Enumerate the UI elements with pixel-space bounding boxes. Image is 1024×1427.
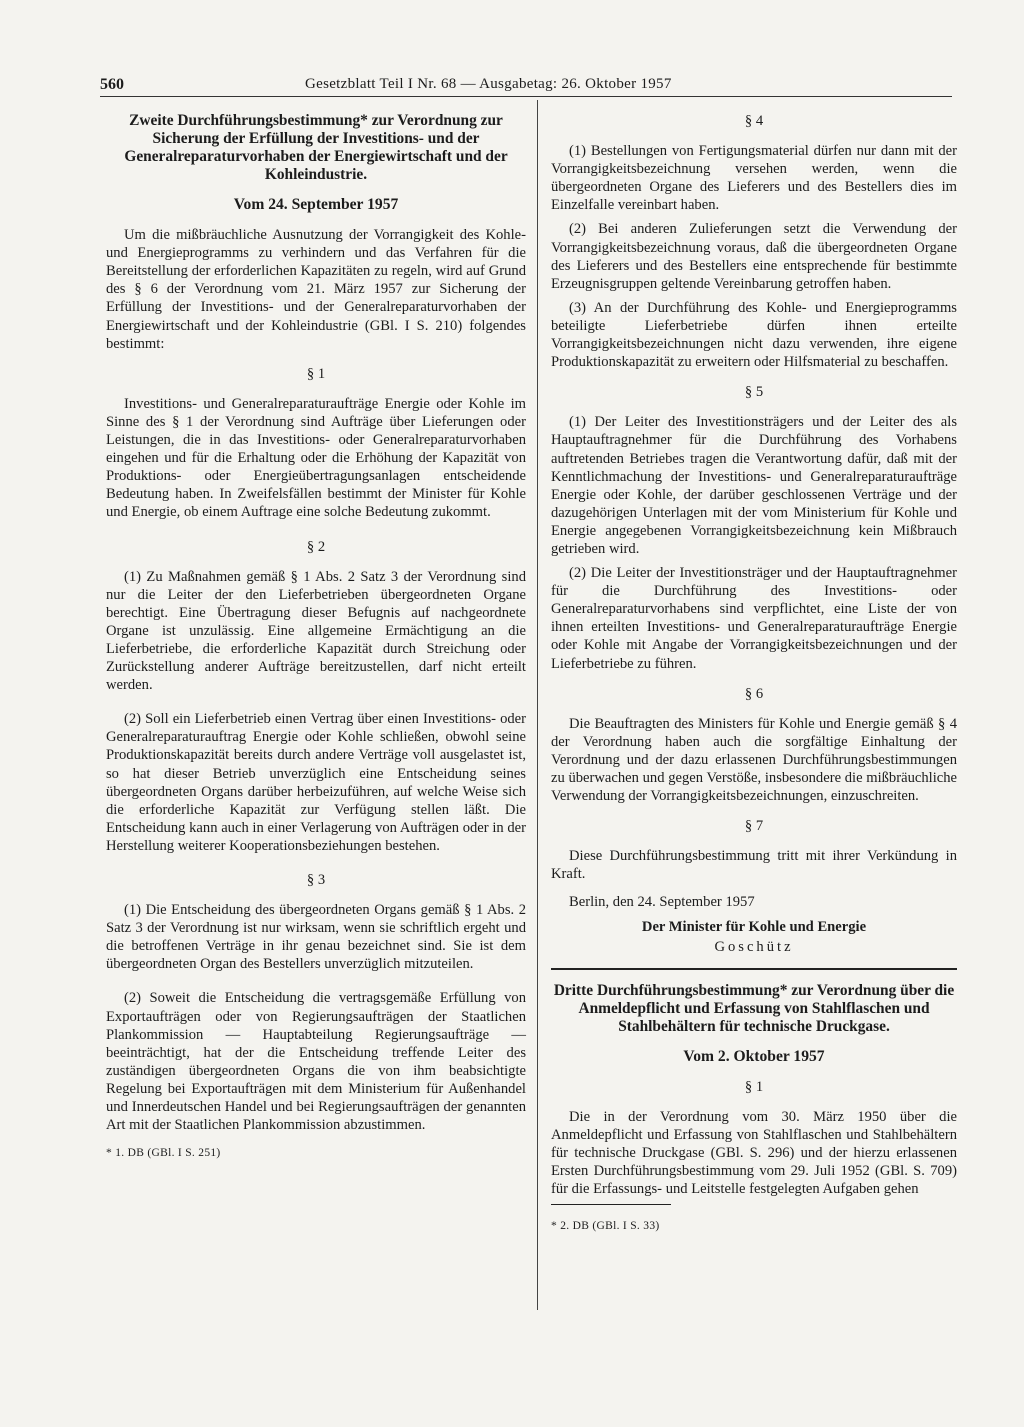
footnote-rule bbox=[551, 1204, 671, 1205]
doc2-section-1-heading: § 1 bbox=[744, 1078, 764, 1095]
section-3-paragraph-2: (2) Soweit die Entscheidung die vertragsgemäße Erfüllung von Exportaufträgen oder von Regierungsaufträgen der Staatlichen Plankommission — Hauptabteilung Regierungsaufträge — beeinträchtigt, hat der die Entscheidung treffende Leiter des zuständigen übergeordneten Organs die von ihm beabsichtigte Regelung bei Exportaufträgen mit dem Ministerium für Außenhandel und Innerdeutschen Handel und bei Regierungsaufträgen der genannten Art mit der Staatlichen Plankommission abzustimmen. bbox=[106, 990, 526, 1134]
right-column bbox=[551, 112, 957, 1236]
section-4-heading: § 4 bbox=[744, 113, 764, 129]
footnote-right: * 2. DB (GBl. I S. 33) bbox=[551, 1220, 660, 1233]
page-header bbox=[100, 76, 952, 97]
section-7-heading: § 7 bbox=[744, 818, 764, 835]
document-divider bbox=[551, 968, 957, 970]
section-2-heading: § 2 bbox=[306, 538, 326, 555]
signer-name: Goschütz bbox=[714, 938, 794, 955]
doc2-title: Dritte Durchführungsbestimmung* zur Verordnung über die Anmeldepflicht und Erfassung von Stahlflaschen und Stahlbehältern für technische Druckgase. bbox=[553, 981, 955, 1035]
place-date: Berlin, den 24. September 1957 bbox=[569, 894, 755, 911]
section-3-paragraph-1: (1) Die Entscheidung des übergeordneten Organs gemäß § 1 Abs. 2 Satz 3 der Verordnung ist nur wirksam, wenn sie schriftlich ergeht und die betroffenen Verträge in ihr genau bezeichnet sind. Sie ist dem übergeordneten Organ des Bestellers unverzüglich mitzuteilen. bbox=[106, 902, 526, 973]
doc-title: Zweite Durchführungsbestimmung* zur Verordnung zur Sicherung der Erfüllung der Investitions- und der Generalreparaturvorhaben der Energiewirtschaft und der Kohleindustrie. bbox=[124, 112, 508, 183]
section-2-paragraph-1: (1) Zu Maßnahmen gemäß § 1 Abs. 2 Satz 3 der Verordnung sind nur die Leiter der den Lieferbetrieben übergeordneten Organe berechtigt. Eine Übertragung dieser Befugnis auf nachgeordnete Organe ist unzulässig. Eine allgemeine Ermächtigung an die Lieferbetriebe, die erforderliche Kapazität durch Streichung oder Zurückstellung anderer Aufträge bereitzustellen, darf nicht erteilt werden. bbox=[106, 568, 526, 694]
footnote-left: * 1. DB (GBl. I S. 251) bbox=[106, 1147, 221, 1160]
section-5-heading: § 5 bbox=[744, 384, 764, 401]
doc2-section-1-text: Die in der Verordnung vom 30. März 1950 über die Anmeldepflicht und Erfassung von Stahlflaschen und Stahlbehältern für technische Druckgase (GBl. S. 296) und der hierzu erlassenen Ersten Durchführungsbestimmung vom 29. Juli 1952 (GBl. S. 709) für die Erfassungs- und Leitstelle festgelegten Aufgaben gehen bbox=[551, 1108, 957, 1198]
section-1-heading: § 1 bbox=[306, 365, 326, 382]
page-number: 560 bbox=[100, 76, 124, 93]
section-1-text: Investitions- und Generalreparaturaufträge Energie oder Kohle im Sinne des § 1 der Verordnung sind Aufträge über Lieferungen oder Leistungen, die in das Investitions- oder Generalreparaturvorhaben eingehen und für die Erhaltung oder die Erhöhung der Kapazität von Produktions- oder Energieübertragungsanlagen entscheidende Bedeutung haben. In Zweifelsfällen bestimmt der Minister für Kohle und Energie, ob einem Auftrage eine solche Bedeutung zukommt. bbox=[106, 395, 526, 521]
section-5-paragraph-2: (2) Die Leiter der Investitionsträger und der Hauptauftragnehmer für die Durchführung des Investitions- oder Generalreparaturvorhabens sind verpflichtet, eine Liste der von ihnen erteilten Investitions- und Generalreparaturaufträge Energie oder Kohle mit Angabe der Vorrangigkeitsbezeichnungen und der Lieferbetriebe zu führen. bbox=[551, 565, 957, 672]
header-title: Gesetzblatt Teil I Nr. 68 — Ausgabetag: 26. Oktober 1957 bbox=[305, 76, 672, 92]
doc-date: Vom 24. September 1957 bbox=[233, 196, 399, 213]
signer-title: Der Minister für Kohle und Energie bbox=[641, 918, 867, 935]
section-3-heading: § 3 bbox=[306, 872, 326, 888]
column-divider bbox=[537, 100, 538, 1310]
preamble: Um die mißbräuchliche Ausnutzung der Vorrangigkeit des Kohle- und Energieprogramms zu verhindern und das Verfahren für die Bereitstellung der erforderlichen Kapazitäten zu regeln, wird auf Grund des § 6 der Verordnung vom 21. März 1957 zur Sicherung der Erfüllung der Investitions- und der Generalreparaturvorhaben der Energiewirtschaft und der Kohleindustrie (GBl. I S. 210) folgendes bestimmt: bbox=[106, 227, 526, 352]
section-6-heading: § 6 bbox=[744, 685, 764, 702]
left-column bbox=[106, 112, 526, 1162]
section-4-paragraph-3: (3) An der Durchführung des Kohle- und Energieprogramms beteiligte Lieferbetriebe dürfen ihnen erteilte Vorrangigkeitsbezeichnungen nicht dazu verwenden, ihre eigene Produktionskapazität zu erweitern oder Hilfsmaterial zu beschaffen. bbox=[551, 299, 957, 371]
section-4-paragraph-1: (1) Bestellungen von Fertigungsmaterial dürfen nur dann mit der Vorrangigkeitsbezeichnung versehen werden, wenn die übergeordneten Organe des Lieferers und des Bestellers dies im Einzelfalle vereinbart haben. bbox=[551, 143, 957, 214]
section-5-paragraph-1: (1) Der Leiter des Investitionsträgers und der Leiter des als Hauptauftragnehmer für die Durchführung des Vorhabens auftretenden Betriebes tragen die Verantwortung dafür, daß mit der Kenntlichmachung der Investitions- und Generalreparaturaufträge Energie oder Kohle, der darüber geschlossenen Verträge und der dazugehörigen Unterlagen mit der vom Ministerium für Kohle und Energie angegebenen Vorrangigkeitsbezeichnung kein Mißbrauch getrieben wird. bbox=[551, 414, 957, 557]
section-6-text: Die Beauftragten des Ministers für Kohle und Energie gemäß § 4 der Verordnung haben auch die sorgfältige Einhaltung der Verordnung und der dazu erlassenen Durchführungsbestimmungen zu überwachen und gegen Verstöße, insbesondere die mißbräuchliche Verwendung der Vorrangigkeitsbezeichnungen, einzuschreiten. bbox=[551, 715, 957, 805]
section-4-paragraph-2: (2) Bei anderen Zulieferungen setzt die Verwendung der Vorrangigkeitsbezeichnung voraus, daß die übergeordneten Organe des Lieferers und des Bestellers eine entsprechende für bestimmte Erzeugnisgruppen geltende Vereinbarung getroffen haben. bbox=[551, 221, 957, 292]
section-7-text: Diese Durchführungsbestimmung tritt mit ihrer Verkündung in Kraft. bbox=[551, 848, 957, 883]
section-2-paragraph-2: (2) Soll ein Lieferbetrieb einen Vertrag über einen Investitions- oder Generalreparaturauftrag Energie oder Kohle schließen, obwohl seine Produktionskapazität bereits durch andere Verträge voll ausgelastet ist, so hat dieser Betrieb unverzüglich eine Entscheidung seines übergeordneten Organs darüber herbeizuführen, auf welche Weise sich die erforderliche Kapazität zur Verfügung stellen läßt. Die Entscheidung kann auch in einer Verlagerung von Aufträgen oder in der Herstellung weiterer Kooperationsbeziehungen bestehen. bbox=[106, 711, 526, 854]
doc2-date: Vom 2. Oktober 1957 bbox=[683, 1047, 825, 1065]
